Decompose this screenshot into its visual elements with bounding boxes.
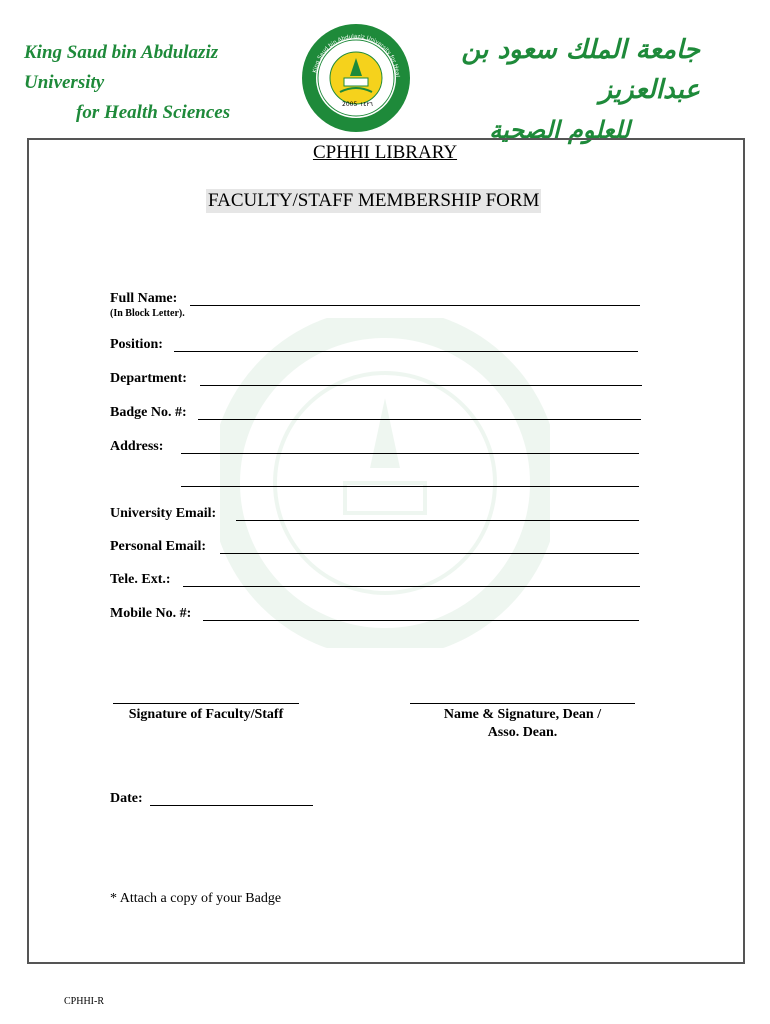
university-name-line1: King Saud bin Abdulaziz University — [24, 42, 219, 93]
dean-signature-label-line2: Asso. Dean. — [487, 725, 558, 740]
form-title: CPHHI LIBRARY — [312, 142, 458, 163]
university-name-line2: for Health Sciences — [76, 102, 231, 123]
full-name-field[interactable] — [190, 305, 640, 306]
full-name-label: Full Name: — [110, 291, 178, 306]
full-name-hint: (In Block Letter). — [110, 308, 185, 319]
department-label: Department: — [110, 371, 187, 386]
dean-signature-label-line1: Name & Signature, Dean / — [443, 707, 602, 722]
watermark-seal-logo — [220, 318, 550, 648]
university-name-ar-line1: جامعة الملك سعود بن عبدالعزيز — [461, 35, 700, 105]
tele-ext-field[interactable] — [183, 586, 640, 587]
seal-year-right: ١٤٢٦ — [360, 101, 373, 108]
mobile-no-field[interactable] — [203, 620, 639, 621]
address-field-line2[interactable] — [181, 486, 639, 487]
date-label: Date: — [110, 791, 143, 806]
seal-text: King Saud bin Abdulaziz University for Heal — [312, 33, 400, 78]
university-email-field[interactable] — [236, 520, 639, 521]
form-subtitle: FACULTY/STAFF MEMBERSHIP FORM — [208, 190, 540, 211]
tele-ext-label: Tele. Ext.: — [110, 572, 171, 587]
attach-badge-note: * Attach a copy of your Badge — [110, 891, 282, 906]
university-seal-logo — [300, 22, 412, 134]
position-label: Position: — [110, 337, 163, 352]
university-name-arabic — [438, 30, 700, 150]
footer-code: CPHHI-R — [64, 996, 105, 1007]
badge-no-field[interactable] — [198, 419, 641, 420]
faculty-signature-label: Signature of Faculty/Staff — [128, 707, 284, 722]
position-field[interactable] — [174, 351, 638, 352]
dean-signature-field[interactable] — [410, 703, 635, 704]
university-name-english — [24, 38, 284, 128]
seal-year-left: 2005 — [342, 101, 358, 108]
department-field[interactable] — [200, 385, 642, 386]
personal-email-label: Personal Email: — [110, 539, 207, 554]
address-field-line1[interactable] — [181, 453, 639, 454]
date-field[interactable] — [150, 805, 313, 806]
address-label: Address: — [110, 439, 164, 454]
mobile-no-label: Mobile No. #: — [110, 606, 192, 621]
university-name-ar-line2: للعلوم الصحية — [489, 115, 630, 144]
personal-email-field[interactable] — [220, 553, 639, 554]
badge-no-label: Badge No. #: — [110, 405, 187, 420]
university-email-label: University Email: — [110, 506, 217, 521]
faculty-signature-field[interactable] — [113, 703, 299, 704]
